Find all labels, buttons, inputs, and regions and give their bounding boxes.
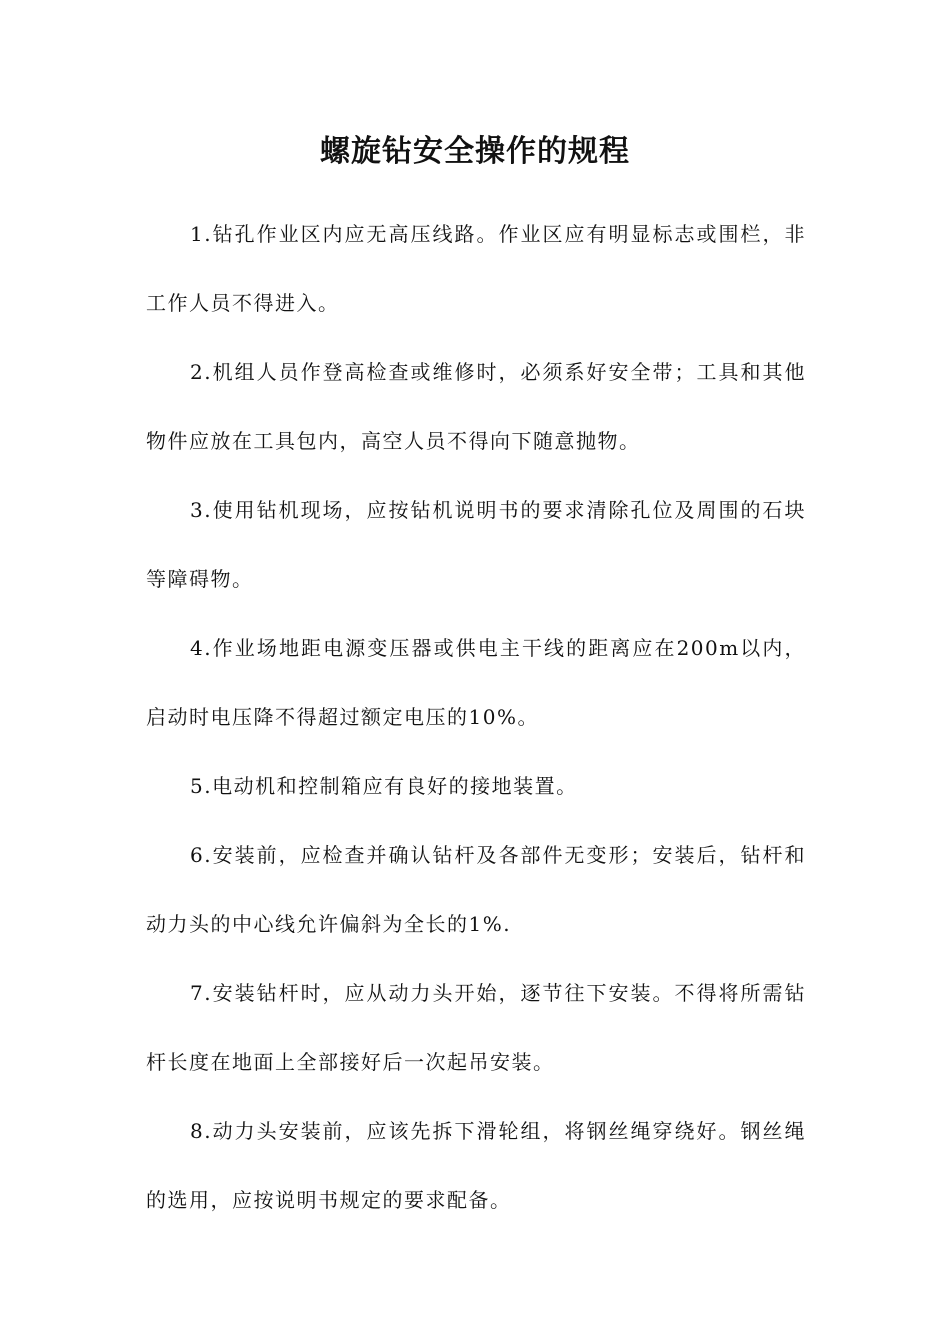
paragraph-8: 8.动力头安装前，应该先拆下滑轮组，将钢丝绳穿绕好。钢丝绳的选用，应按说明书规定的要求配备。 bbox=[146, 1119, 806, 1212]
paragraph-7: 7.安装钻杆时，应从动力头开始，逐节往下安装。不得将所需钻杆长度在地面上全部接好后一次起吊安装。 bbox=[146, 981, 806, 1074]
paragraph-1: 1.钻孔作业区内应无高压线路。作业区应有明显标志或围栏，非工作人员不得进入。 bbox=[146, 222, 806, 315]
document-title: 螺旋钻安全操作的规程 bbox=[320, 134, 630, 169]
paragraph-3: 3.使用钻机现场，应按钻机说明书的要求清除孔位及周围的石块等障碍物。 bbox=[146, 498, 806, 591]
paragraph-6: 6.安装前，应检查并确认钻杆及各部件无变形；安装后，钻杆和动力头的中心线允许偏斜为全长的1%. bbox=[146, 843, 806, 936]
paragraph-4: 4.作业场地距电源变压器或供电主干线的距离应在200m以内，启动时电压降不得超过额定电压的10%。 bbox=[146, 636, 806, 729]
paragraph-2: 2.机组人员作登高检查或维修时，必须系好安全带；工具和其他物件应放在工具包内，高空人员不得向下随意抛物。 bbox=[146, 360, 806, 453]
paragraph-5: 5.电动机和控制箱应有良好的接地装置。 bbox=[190, 774, 578, 798]
document-body bbox=[146, 200, 806, 1235]
